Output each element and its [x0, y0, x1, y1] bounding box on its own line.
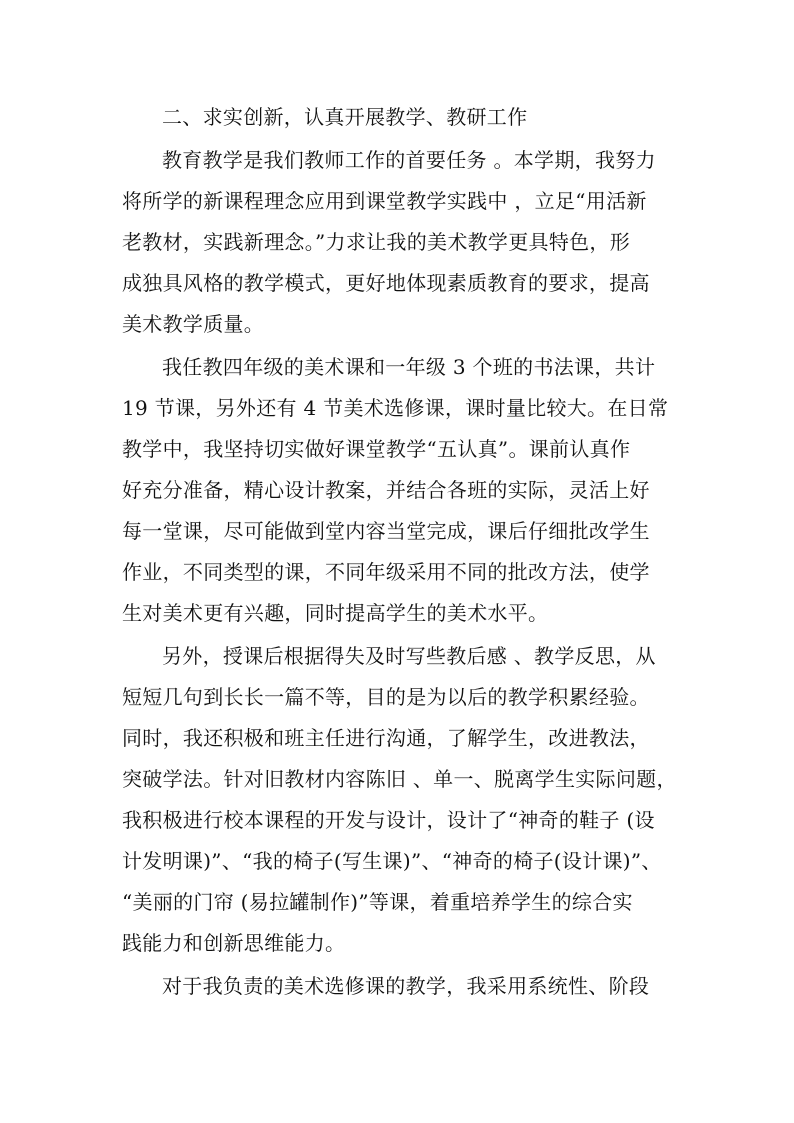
paragraph-line: “美丽的门帘 (易拉罐制作)”等课，着重培养学生的综合实 — [122, 890, 633, 914]
paragraph-line: 19 节课，另外还有 4 节美术选修课，课时量比较大。在日常 — [122, 396, 669, 420]
paragraph-line: 我任教四年级的美术课和一年级 3 个班的书法课，共计 — [162, 355, 656, 379]
paragraph-line: 践能力和创新思维能力。 — [122, 931, 346, 955]
paragraph-line: 计发明课)”、“我的椅子(写生课)”、“神奇的椅子(设计课)”、 — [122, 849, 662, 873]
paragraph-line: 短短几句到长长一篇不等，目的是为以后的教学积累经验。 — [122, 685, 650, 709]
paragraph-line: 同时，我还积极和班主任进行沟通，了解学生，改进教法， — [122, 726, 650, 750]
paragraph-line: 我积极进行校本课程的开发与设计，设计了“神奇的鞋子 (设 — [122, 808, 655, 832]
paragraph-line: 成独具风格的教学模式，更好地体现素质教育的要求，提高 — [122, 271, 650, 295]
paragraph-line: 教学中，我坚持切实做好课堂教学“五认真”。课前认真作 — [122, 437, 631, 461]
paragraph-line: 另外，授课后根据得失及时写些教后感 、教学反思，从 — [162, 644, 656, 668]
section-heading: 二、求实创新，认真开展教学、教研工作 — [162, 105, 528, 129]
paragraph-line: 生对美术更有兴趣，同时提高学生的美术水平。 — [122, 601, 549, 625]
paragraph-line: 好充分准备，精心设计教案，并结合各班的实际，灵活上好 — [122, 478, 650, 502]
paragraph-line: 美术教学质量。 — [122, 312, 265, 336]
paragraph-line: 教育教学是我们教师工作的首要任务 。本学期，我努力 — [162, 148, 656, 172]
paragraph-line: 作业，不同类型的课，不同年级采用不同的批改方法，使学 — [122, 560, 650, 584]
paragraph-line: 将所学的新课程理念应用到课堂教学实践中 ，立足“用活新 — [122, 189, 647, 213]
paragraph-line: 老教材，实践新理念。”力求让我的美术教学更具特色，形 — [122, 230, 631, 254]
paragraph-line: 对于我负责的美术选修课的教学，我采用系统性、阶段 — [162, 974, 650, 998]
paragraph-line: 突破学法。针对旧教材内容陈旧 、单一、脱离学生实际问题， — [122, 767, 677, 791]
paragraph-line: 每一堂课，尽可能做到堂内容当堂完成，课后仔细批改学生 — [122, 519, 650, 543]
